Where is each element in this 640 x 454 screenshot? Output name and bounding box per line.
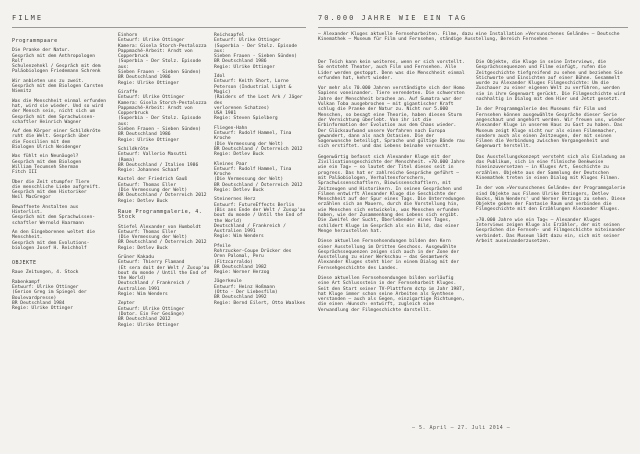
item-line: Entwurf: Thomas Eller (118, 182, 177, 188)
item-line: Entwurf: Ulrike Ottinger (118, 306, 185, 312)
item-line: Pappmaché-Arbeit: Arndt von (118, 48, 193, 54)
item-line: Regie: Ulrike Ottinger (214, 64, 275, 70)
item-line: BR Deutschland 1986 (214, 59, 267, 65)
exhibition-dates: — 5. April – 27. Juli 2014 — (412, 425, 511, 431)
list-item (214, 74, 306, 122)
list-item (214, 33, 306, 70)
item-line: BR Deutschland / Österreich 2012 (214, 146, 303, 152)
item-line: Boulevardpresse) (12, 295, 57, 301)
list-item (214, 244, 306, 276)
item-line: Gespräch mit dem Evolutions- (12, 240, 90, 246)
item-line: the World) (118, 276, 146, 282)
item-line: schaftler Wernold Haarmann (12, 220, 84, 226)
item-title: Jägerkeule (214, 279, 242, 285)
divider (318, 27, 628, 28)
item-line: Neil MacGregor (12, 195, 51, 201)
section-title: FILME (12, 14, 44, 22)
item-line: Australien 1991 (118, 286, 160, 292)
item-line: Entwurf: Keith Short, Lorne (214, 79, 289, 85)
item-line: Menschheit. (12, 235, 43, 241)
item-line: schaftler Heinrich Wagner (12, 119, 82, 125)
paragraph: Diese aktuellen Fernsehsendungen bilden vorläufig eine Art Schlussstein in der Fernseharbeit Kluges. Seit den Start seiner TV-Plattform dctp im Jahr 1987, hat Kluge immer schon seine Arbeiten als Synthese verstanden – auch als Gegen, einzigartige Richtungen, die einen ›Wunsch‹ entwirft, zugleich eine Verwandlung der Filmgeschichte darstellt. (318, 275, 465, 313)
list-item (12, 180, 108, 201)
item-line: Entwurf: Ulrike Ottinger (118, 38, 185, 44)
item-line: Regie: Johannes Schaaf (118, 168, 179, 174)
item-line: Regie: Steven Spielberg (214, 116, 278, 122)
intro (318, 32, 628, 48)
item-line: der Mensch sein, nicht sich um (12, 109, 95, 115)
item-line: Entwurf: Thierry Flamand (118, 260, 185, 266)
item-title: Zepter (118, 301, 135, 307)
item-line: biologen Josef H. Reichholf (12, 245, 87, 251)
item-title: Was die Menschheit einmal erfunden (12, 98, 107, 104)
item-line: Gespräch mit dem Anthropologen Rolf (12, 53, 95, 64)
item-line: Sieben Frauen - Sieben Sünden) (214, 54, 297, 60)
item-line: die menschliche Liebe aufgreift. (12, 184, 101, 190)
objects-column-2 (214, 33, 306, 310)
paragraph: In der vom »Versunschenes Gelände« der Programmgalerie sind Objekte aus Filmen Ulrike Ottingers, Detlev Bucks, Wim Wenders' und Werner Herzogs zu sehen. Diese Objekte geben der Fantasie Raum und verbinden die Filmgeschichte mit den Erzählungen Alexander Kluges. (476, 186, 626, 213)
item-line: Schulenzehnkl / Gespräch mit dem (12, 64, 101, 70)
item-line: Regie: Wim Wenders (118, 292, 168, 298)
item-line: (Fitzcarraldo) (214, 259, 253, 265)
item-title: Einhorn (118, 33, 138, 38)
item-title: Kleines Paar (214, 161, 248, 167)
item-title: Grüner Kakadu (118, 254, 154, 260)
list-item (12, 154, 108, 175)
item-line: (Die Vermessung der Welt) (214, 141, 284, 147)
list-item (12, 205, 108, 226)
item-line: Deutschland / Frankreich / (118, 281, 190, 287)
item-line: Regie: Detlev Buck (214, 152, 264, 158)
item-line: bout du monde / Until the End of (214, 213, 303, 219)
list-item (214, 162, 306, 194)
item-line: Regie: Detlev Buck (214, 188, 264, 194)
paragraph: Gegenwärtig befasst sich Alexander Kluge mit der Zivilisationsgeschichte der Menschheit. «70.000 Jahre wie ein Tag» – so lautet der Titel dieses seit in progress. Das hat er zahlreiche Gespräche geführt – mit Paläobiologen, Verhaltensforschern, Sprachwissenschaftlern, Biowissenschaftlern, mit Zeitzeugen und Historikern. In seinen Gesprächen und Filmen entwirft Alexander Kluge die Geschichte der Menschheit auf der Spur eines Tags. Die Unterredungen erzählen sich an Mauern, durch die Vorstellung hin, wie Menschen sich entwickeln, was Menschen erfunden haben, wie der Zusammenhang des Lebens sich ergibt. Die Zweifel der Sucht, Überlebender eines Tages, schildert Kluge im Gespräch als ein Bild, das einer Menge herzustellen hat. (318, 154, 465, 234)
item-line: Pappmaché-Arbeit: Arndt von (118, 105, 193, 111)
item-line: Entwurf: Rudolf Hammel, Tina Kroche (214, 166, 292, 178)
list-item (214, 126, 306, 158)
item-line: BR Deutschland 1984 (12, 300, 65, 306)
gallery-heading: Raue Programmgalerie, 4. Stock (118, 208, 203, 221)
item-title: Bewaffnete Anstalten aus (12, 204, 79, 210)
item-title: Kastel der Friedrich Gauß (118, 177, 188, 183)
paragraph: Das Ausstellungskonzept versteht sich als Einladung an das Publikum, sich in eine filmische Denkweise hineinzuversetzen – in Kluges Art, Geschichte zu erzählen. Objekte aus der Sammlung der Deutschen Kinemathek treten in einen Dialog mit Kluges Filmen. (476, 154, 626, 181)
item-line: Regie: Detlev Buck (118, 198, 168, 204)
item-line: (Superbia - Der Stolz. Episode aus: (118, 116, 201, 127)
paragraph: Vor mehr als 70.000 Jahren verständigte sich der Homo Sapiens voneinander. Tiere verendeten. Die schwersten Jahre der Menschheit brachen an. Auf Sumatra war der Vulkan Toba ausgebrochen – mit gigantischer Kraft schlug die Pranke der Natur zu. Nicht nur 5.000 Menschen, so besagt eine Theorie, haben diesen Sturm der Vernichtung überlebt. Von ihr ist die Erbinformation der Evolution aus dem Chaos wieder. Der Glücksaufwand unsere Vorfahren nach Europa gewandert, dann als nach Ostasien. Die der Sagenwunsche beteiligt, Sprache und gültige Bände rau sich erstiftet. und das Lebens beinahe versucht. (318, 86, 465, 150)
item-line: Gespräch mit dem Biologen (12, 159, 82, 165)
item-line: BR Deutschland 1986 (118, 75, 171, 81)
paragraph: »70.000 Jahre wie ein Tag« – Alexander Kluges Interviews zeigen Kluge als Erzähler, der mit seinen Gesprächen die Fernseh- und Filmgeschichte miteinander verbindet. Das Museum lädt dazu ein, sich mit seiner Arbeit auseinanderzusetzen. (476, 217, 626, 244)
item-line: Regie: Werner Herzog (214, 270, 270, 276)
item-title: Reichsapfel (214, 33, 245, 38)
item-line: Peterson (Industrial Light & Magic) (214, 84, 292, 95)
item-line: (Roma) (118, 157, 135, 163)
item-line: BR Deutschland 2012 (118, 317, 171, 323)
item-line: Entwurf: Ulrike Ottinger (12, 284, 79, 290)
item-line: BR Deutschland / Österreich 2012 (118, 240, 207, 246)
item-line: BR Deutschland 1992 (214, 295, 267, 301)
item-line: Entwurf: Rudolf Hammel, Tina Kroche (214, 131, 292, 142)
item-line: Entwurf: Ulrike Ottinger (118, 95, 185, 101)
item-line: BR Deutschland / Österreich 2012 (118, 193, 207, 199)
item-line: BR Deutschland / Italien 1986 (118, 162, 199, 168)
item-title: Pfeile (214, 243, 231, 249)
item-line: hat, wird sie wieder. Und so wird (12, 103, 104, 109)
item-title: Fliegen-Hahn (214, 125, 248, 131)
item-title: Steinernes Herz (214, 197, 256, 203)
item-title: Auf dem Körper einer Schildkröte (12, 129, 101, 135)
item-line: (Die Vermessung der Welt) (118, 188, 188, 194)
item-title: Stiefel Alexander von Humboldt (118, 224, 201, 230)
item-line: Kamera: Gisela Storch-Pestalozza (118, 43, 207, 49)
item-line: (Superbia - Der Stolz. Episode aus: (118, 59, 201, 70)
list-item (118, 177, 210, 203)
exhibition-title: 70.000 JAHRE WIE EIN TAG (318, 14, 468, 22)
item-line: Copperbruck (118, 54, 149, 60)
item-line: Oren Palomal, Peru (214, 254, 264, 260)
item-line: die Fossilien mit dem (12, 139, 71, 145)
item-line: Regie: Ulrike Ottinger (118, 322, 179, 328)
list-item (214, 279, 306, 305)
item-line: Hinterlist. (12, 210, 43, 216)
item-title: Schildkröte (118, 146, 149, 152)
item-title: Über die Zeit stumpfer Tiere (12, 179, 90, 185)
item-line: Gespräch mit dem Historiker (12, 190, 87, 196)
item-line: Sieben Frauen - Sieben Sünden) (118, 70, 201, 76)
item-line: Gespräch mit dem Sprachwissen- (12, 114, 95, 120)
item-title: Was fühlt ein Neunäugel? (12, 154, 79, 160)
item-title: Wir anbieten uns zu zweit. (12, 78, 84, 84)
item-line: Regie: Ulrike Ottinger (118, 80, 179, 86)
item-title: An den Eingeborenen weltet die (12, 229, 95, 235)
item-line: (Bis ans Ende der Welt / Zusup'au (214, 207, 306, 213)
program-heading: Programmpaare (12, 38, 58, 44)
item-line: BR Deutschland 1986 (118, 132, 171, 138)
list-item (12, 48, 108, 74)
list-item (12, 230, 108, 251)
item-line: BR Deutschland / Österreich 2012 (214, 182, 303, 188)
item-line: Entwurf: Heinz Hoßmann (214, 284, 275, 290)
item-line: ruht die Welt. Gespräch über (12, 134, 90, 140)
item-line: Copperbruck (118, 111, 149, 117)
paragraph: Der Teich kann kein weiteres, wenn er sich vorstellt. So entsteht Theater, auch Film und Fernsehen. Alle Lider werden gestoppt. Denn was die Menschheit einmal erfunden hat, kehrt wieder. (318, 60, 465, 81)
item-line: Regie: Ulrike Ottinger (118, 137, 179, 143)
item-line: Regie: Ulrike Ottinger (12, 306, 73, 312)
item-line: Biologen Ulrich Weidenger (12, 145, 82, 151)
item-line: (Raiders of the Lost Ark / Jäger des (214, 95, 303, 106)
text-column-left (318, 60, 466, 318)
item-line: Paläobiologen Friedemann Schrenk (12, 69, 101, 75)
list-item (12, 280, 108, 312)
paragraph: Diese aktuellen Fernsehsendungen bilden den Kern einer Ausstellung im Dritten Geschoss. Ausgewählte Gesprächssequenzen zeigen sich auch in der Zone der Ausstellung zu einer Werkschau – das Gesamtwerk Alexander Kluges steht hier in einem Dialog mit der Fernsehgeschichte des Landes. (318, 239, 460, 271)
item-line: Sieben Frauen - Sieben Sünden) (118, 127, 201, 133)
item-line: Rohrzucker-Coupe Drücker des (214, 248, 292, 254)
item-line: Kamera: Gisela Storch-Pestalozza (118, 100, 207, 106)
item-line: Entwurf: FutureEffects Berlin (214, 202, 295, 208)
list-item (118, 147, 210, 173)
item-line: (Dotor. Ein Fer Gesänge) (118, 311, 185, 317)
item-line: USA 1981 (214, 111, 237, 117)
item-line: Niemitz (12, 89, 32, 95)
item-line: Fitch III (12, 170, 37, 176)
item-title: Idol (214, 74, 226, 80)
item-line: Gespräch mit dem Biologen Carsten (12, 84, 104, 90)
item-line: (Superbia - Der Stolz. Episode aus: (214, 43, 297, 54)
item-line: BR Deutschland 1982 (214, 264, 267, 270)
list-item (118, 33, 210, 86)
list-item (12, 129, 108, 150)
item-line: Entwurf: Thomas Eller (118, 229, 177, 235)
item-line: the World) (214, 218, 242, 224)
item-line: Entwurf: Ulrike Ottinger (214, 38, 281, 44)
item-title: Rabenkampf (12, 279, 40, 285)
list-item (118, 301, 210, 327)
program-column (12, 33, 108, 315)
item-line: (Et sera doit der Welt / Zusup'au (118, 265, 210, 271)
item-line: Regie: Detlev Buck (118, 245, 168, 251)
item-line: Deutschland / Frankreich / (214, 223, 286, 229)
item-title: Die Pranke der Natur. (12, 48, 71, 54)
list-item (118, 90, 210, 143)
item-line: (Gerion Greg im Spiegel der (12, 290, 87, 296)
item-line: bout du monde / Until the End of (118, 270, 207, 276)
item-title: Raue Zeitungen, 4. Stock (12, 270, 79, 276)
item-line: Australien 1991 (214, 229, 256, 235)
list-item (214, 197, 306, 239)
text-column-right (476, 60, 628, 249)
paragraph: In der Programmgalerie des Museums für Film und Fernsehen können ausgewählte Gespräche dieser Serie angeschaut und angehört werden. Wir freuen uns, wieder Alexander Kluge in unserem Haus zu Gast zu haben. Das Museum zeigt Kluge nicht nur als einen Filmemacher, sondern auch als einen Zeitzeugen, der mit seinen Filmen die Verbindung zwischen Vergangenheit und Gegenwart herstellt. (476, 107, 626, 150)
item-line: Regie: Wim Wenders (214, 234, 264, 240)
objects-heading: OBJEKTE (12, 260, 37, 267)
list-item (12, 270, 108, 275)
divider (12, 27, 306, 28)
objects-column (118, 33, 210, 332)
paragraph: Die Objekte, die Kluge in seine Interviews, die Gesprächssequenzen und Filme einfügt, rufen die Zeitgeschichte tiefgreifend zu sehen und beziehen Sie Stichworte und Einsichten auf einer Bühne. Gesammelt wurde zu Alexander Kluges Filmgeschichte: Um die Zuschauer zu einer eigenen Welt zu verführen, werden sie in ihre Gegenwart gerückt. Die Filmgeschichte wird nachhaltig in Dialog mit dem Hier und Jetzt gesetzt. (476, 60, 626, 103)
list-item (12, 99, 108, 125)
item-line: (Die Vermessung der Welt) (214, 177, 284, 183)
item-line: William Tecumseh Sherman (12, 164, 79, 170)
list-item (12, 79, 108, 95)
item-title: Giraffe (118, 89, 138, 95)
item-line: verlorenen Schatzes) (214, 105, 270, 111)
item-line: Gespräch mit dem Sprachwissen- (12, 215, 95, 221)
list-item (118, 255, 210, 297)
intro-text: — Alexander Kluges aktuelle Fernseharbeiten. Filme, dazu eine Installation »Versunschenes Gelände« — Deutsche Kinemathek – Museum für Film und Fernsehen, ständige Ausstellung, Bereich Fernsehen — (318, 32, 620, 43)
item-line: Regie: Bernd Eilert, Otto Waalkes (214, 300, 306, 306)
item-line: (Otto - Der Liebesfilm) (214, 290, 278, 296)
item-line: (Die Vermessung der Welt) (118, 235, 188, 241)
list-item (118, 225, 210, 251)
item-line: Entwurf: Vallerio Masutti (118, 152, 188, 158)
